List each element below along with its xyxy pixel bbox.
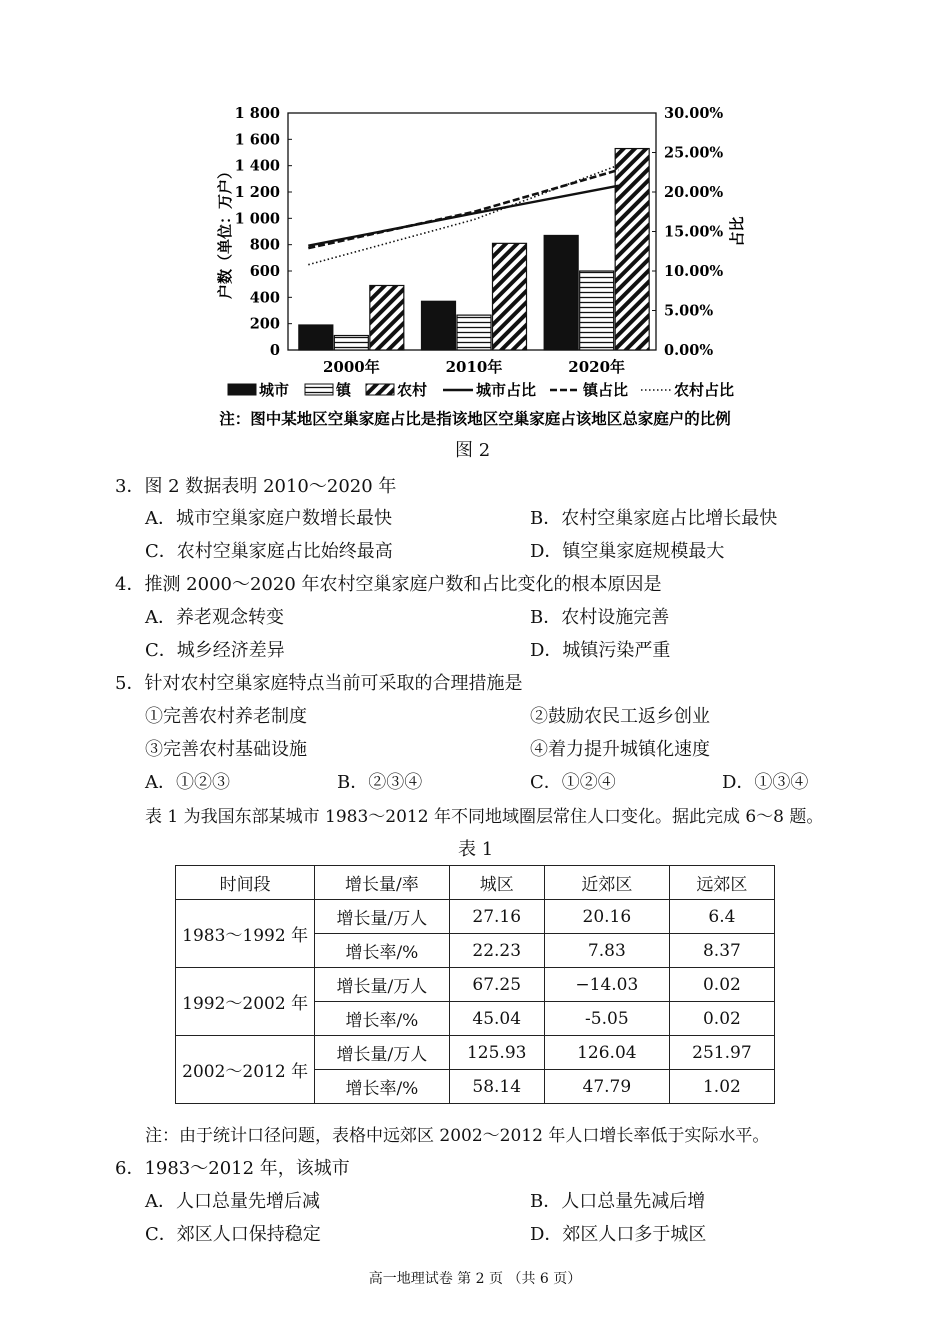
outer-suburb-cell: 251.97	[669, 1036, 774, 1070]
bar-农村	[493, 243, 527, 350]
left-tick-label: 200	[249, 315, 280, 333]
metric-cell: 增长率/%	[315, 1070, 449, 1104]
legend-label: 农村	[397, 381, 428, 399]
legend-label: 城市占比	[476, 381, 537, 399]
table-row	[176, 1036, 775, 1070]
bar-镇	[334, 336, 368, 350]
outer-suburb-cell: 1.02	[669, 1070, 774, 1104]
urban-cell: 27.16	[449, 900, 544, 934]
q6-option-d: D．郊区人口多于城区	[530, 1224, 707, 1245]
category-label: 2010年	[445, 358, 503, 376]
question-5: 5．针对农村空巢家庭特点当前可采取的合理措施是	[115, 673, 523, 694]
bar-城市	[544, 235, 578, 350]
chart-bars	[299, 149, 649, 350]
table-row	[176, 900, 775, 934]
left-tick-label: 800	[249, 236, 280, 254]
urban-cell: 67.25	[449, 968, 544, 1002]
urban-cell: 22.23	[449, 934, 544, 968]
question-6: 6．1983～2012 年，该城市	[115, 1158, 350, 1179]
chart-legend	[228, 381, 734, 399]
urban-cell: 58.14	[449, 1070, 544, 1104]
table-intro: 表 1 为我国东部某城市 1983～2012 年不同地域圈层常住人口变化。据此完成 6～8 题。	[145, 807, 824, 827]
left-tick-label: 1 800	[234, 105, 280, 122]
table-note: 注：由于统计口径问题，表格中远郊区 2002～2012 年人口增长率低于实际水平。	[145, 1126, 770, 1146]
q6-option-b: B．人口总量先减后增	[530, 1191, 706, 1212]
header-period: 时间段	[176, 866, 315, 900]
q4-option-b: B．农村设施完善	[530, 607, 670, 628]
legend-label: 城市	[259, 381, 290, 399]
right-axis-label: 占比	[728, 216, 746, 247]
metric-cell: 增长量/万人	[315, 968, 449, 1002]
q4-option-d: D．城镇污染严重	[530, 640, 671, 661]
q5-item-4: ④着力提升城镇化速度	[530, 739, 710, 760]
q3-option-a: A．城市空巢家庭户数增长最快	[145, 508, 392, 529]
outer-suburb-cell: 6.4	[669, 900, 774, 934]
bar-城市	[422, 301, 456, 350]
outer-suburb-cell: 8.37	[669, 934, 774, 968]
category-label: 2000年	[322, 358, 380, 376]
q3-option-c: C．农村空巢家庭占比始终最高	[145, 541, 393, 562]
q4-option-c: C．城乡经济差异	[145, 640, 285, 661]
legend-swatch	[305, 384, 333, 395]
right-tick-label: 5.00%	[664, 302, 714, 320]
period-cell: 1983～1992 年	[176, 900, 315, 968]
right-tick-label: 15.00%	[664, 223, 724, 241]
inner-suburb-cell: 20.16	[544, 900, 669, 934]
bar-农村	[370, 285, 404, 350]
q5-item-2: ②鼓励农民工返乡创业	[530, 706, 710, 727]
bar-镇	[580, 271, 614, 350]
q5-option-c: C．①②④	[530, 772, 616, 793]
inner-suburb-cell: 126.04	[544, 1036, 669, 1070]
q5-item-1: ①完善农村养老制度	[145, 706, 307, 727]
period-cell: 2002～2012 年	[176, 1036, 315, 1104]
left-tick-label: 1 600	[234, 131, 280, 149]
period-cell: 1992～2002 年	[176, 968, 315, 1036]
table-row	[176, 968, 775, 1002]
right-tick-label: 30.00%	[664, 105, 724, 122]
outer-suburb-cell: 0.02	[669, 1002, 774, 1036]
q3-option-b: B．农村空巢家庭占比增长最快	[530, 508, 778, 529]
right-tick-label: 20.00%	[664, 184, 724, 201]
left-axis-label: 户数（单位：万户）	[216, 163, 234, 300]
header-urban: 城区	[449, 866, 544, 900]
legend-swatch	[366, 384, 394, 395]
question-4: 4．推测 2000～2020 年农村空巢家庭户数和占比变化的根本原因是	[115, 574, 662, 595]
left-tick-label: 1 200	[234, 184, 280, 201]
left-tick-label: 400	[249, 289, 280, 307]
figure-caption: 图 2	[455, 440, 491, 461]
right-tick-label: 25.00%	[664, 144, 724, 162]
inner-suburb-cell: -5.05	[544, 1002, 669, 1036]
inner-suburb-cell: 7.83	[544, 934, 669, 968]
q5-option-d: D．①③④	[722, 772, 809, 793]
q5-option-b: B．②③④	[337, 772, 423, 793]
chart-note: 注：图中某地区空巢家庭占比是指该地区空巢家庭占该地区总家庭户的比例	[219, 409, 731, 428]
legend-label: 镇	[336, 381, 352, 399]
right-tick-label: 10.00%	[664, 263, 724, 280]
legend-label: 农村占比	[674, 381, 735, 399]
bar-城市	[299, 325, 333, 350]
q5-item-3: ③完善农村基础设施	[145, 739, 307, 760]
figure-2-chart	[0, 0, 950, 440]
urban-cell: 125.93	[449, 1036, 544, 1070]
q6-option-a: A．人口总量先增后减	[145, 1191, 320, 1212]
header-outer-suburb: 远郊区	[669, 866, 774, 900]
question-3: 3．图 2 数据表明 2010～2020 年	[115, 476, 397, 497]
left-tick-label: 600	[249, 263, 280, 280]
category-label: 2020年	[568, 358, 626, 376]
left-tick-label: 1 400	[234, 157, 280, 175]
bar-农村	[615, 149, 649, 350]
metric-cell: 增长率/%	[315, 934, 449, 968]
bar-镇	[457, 315, 491, 350]
inner-suburb-cell: 47.79	[544, 1070, 669, 1104]
table-caption: 表 1	[458, 839, 494, 860]
inner-suburb-cell: −14.03	[544, 968, 669, 1002]
metric-cell: 增长量/万人	[315, 1036, 449, 1070]
page-footer: 高一地理试卷 第 2 页 （共 6 页）	[368, 1271, 582, 1287]
left-tick-label: 0	[269, 342, 280, 359]
legend-swatch	[228, 384, 256, 395]
table-header-row	[176, 866, 775, 900]
q6-option-c: C．郊区人口保持稳定	[145, 1224, 321, 1245]
q3-option-d: D．镇空巢家庭规模最大	[530, 541, 725, 562]
urban-cell: 45.04	[449, 1002, 544, 1036]
metric-cell: 增长率/%	[315, 1002, 449, 1036]
q4-option-a: A．养老观念转变	[145, 607, 284, 628]
legend-label: 镇占比	[583, 381, 629, 399]
metric-cell: 增长量/万人	[315, 900, 449, 934]
header-metric: 增长量/率	[315, 866, 449, 900]
header-inner-suburb: 近郊区	[544, 866, 669, 900]
right-tick-label: 0.00%	[664, 342, 714, 359]
left-tick-label: 1 000	[234, 210, 280, 228]
population-table	[175, 865, 775, 1104]
outer-suburb-cell: 0.02	[669, 968, 774, 1002]
q5-option-a: A．①②③	[145, 772, 230, 793]
